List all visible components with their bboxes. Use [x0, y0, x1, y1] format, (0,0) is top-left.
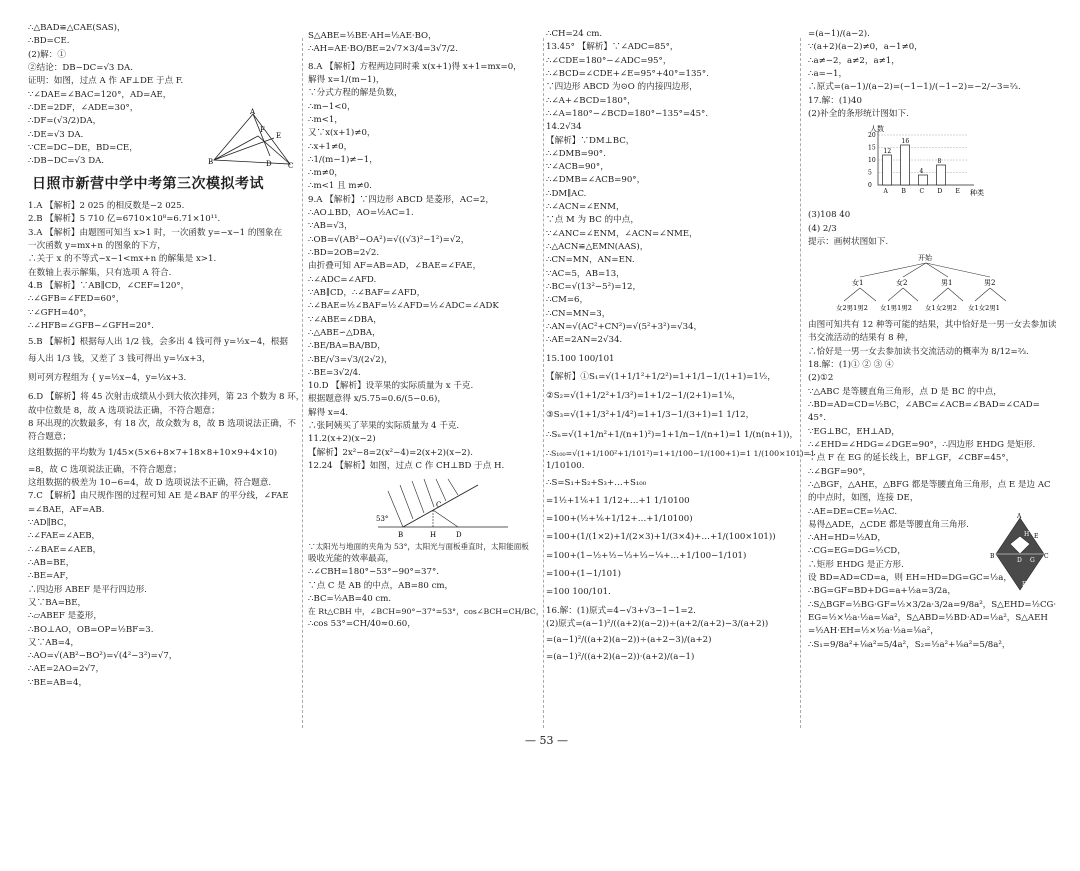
- text-line: S△ABE=½BE·AH=½AE·BO，: [308, 31, 437, 41]
- text-line: ∴关于 x 的不等式−x−1<mx+n 的解集是 x>1.: [28, 254, 217, 265]
- text-line: ∴AE=2AO=2√7，: [28, 664, 105, 675]
- text-line: ∴△BAD≌△CAE(SAS)，: [28, 23, 126, 33]
- text-line: ∴m<1 且 m≠0.: [308, 181, 372, 192]
- text-line: ∴AH=HD=½AD，: [808, 533, 886, 544]
- text-line: ∴矩形 EHDG 是正方形.: [808, 559, 904, 570]
- square-figure: [990, 514, 1050, 594]
- text-line: 2.B 【解析】5 710 亿=6710×10⁸=6.71×10¹¹.: [28, 214, 221, 225]
- chart-bars: [883, 138, 946, 185]
- chart-xtick: B: [901, 188, 906, 196]
- text-line: ∵(a+2)(a−2)≠0，a−1≠0，: [808, 42, 923, 53]
- text-line: =100+(1−½+½−⅓+⅓−¼+…+1/100−1/101): [546, 550, 747, 561]
- text-line: ∵∠ANC=∠ENM，∠ACN=∠NME，: [546, 228, 698, 239]
- text-line: ∵点 M 为 BC 的中点，: [546, 215, 639, 226]
- text-line: ∴BG=GF=BD+DG=a+½a=3/2a，: [808, 586, 956, 597]
- text-line: 又∵AB=4，: [28, 637, 79, 648]
- text-line: ∵∠ACB=90°，: [546, 162, 609, 173]
- text-line: 9.A 【解析】∵四边形 ABCD 是菱形，AC=2，: [308, 194, 494, 205]
- text-line: 8 环出现的次数最多，有 18 次，故众数为 8，故 B 选项说法正确，不: [28, 418, 297, 429]
- text-line: ∵太阳光与地面的夹角为 53°，太阳光与面板垂直时，太阳能面板: [308, 542, 529, 552]
- text-line: =½AH·EH=½×½a·½a=⅛a²，: [808, 626, 939, 637]
- text-line: ∴m<1，: [308, 114, 343, 125]
- text-line: 45°.: [808, 413, 826, 424]
- text-line: ∴BE=3√2/4.: [308, 367, 361, 378]
- text-line: ∴∠BCD=∠CDE+∠E=95°+40°=135°.: [546, 68, 709, 79]
- text-line: ∴CN=MN，AN=EN.: [546, 255, 635, 266]
- fig-label: E: [1034, 533, 1039, 540]
- tree-edge: [844, 288, 860, 301]
- fig-label: C: [436, 501, 442, 510]
- text-line: 易得△ADE，△CDE 都是等腰直角三角形.: [808, 519, 969, 530]
- tree-diagram: [808, 251, 1048, 317]
- text-line: =100+(½+⅙+1/12+…+1/10100): [546, 514, 693, 525]
- figure-segment: [253, 114, 270, 156]
- text-line: ∴CM=6，: [546, 295, 589, 306]
- text-line: ∴m−1<0，: [308, 101, 356, 112]
- text-line: 由图可知共有 12 种等可能的结果，其中恰好是一男一女去参加读: [808, 320, 1057, 331]
- text-line: (2)补全的条形统计图如下.: [808, 108, 909, 119]
- text-line: ∴AN=√(AC²+CN²)=√(5²+3²)=√34，: [546, 321, 703, 332]
- text-line: 在 Rt△CBH 中，∠BCH=90°−37°=53°，cos∠BCH=CH/BC，: [308, 607, 544, 617]
- text-line: =(a−1)²/((a+2)(a−2))·(a+2)/(a−1): [546, 651, 695, 662]
- text-line: ∴BE=AF，: [28, 571, 75, 582]
- chart-y-ticks: [868, 132, 876, 189]
- text-line: ∴∠FAE=∠AEB，: [28, 531, 101, 542]
- fig-label: E: [276, 132, 282, 140]
- text-line: 16.解：(1)原式=4−√3+√3−1−1=2.: [546, 605, 696, 616]
- column-divider: [302, 38, 303, 728]
- text-line: 又∵x(x+1)≠0，: [308, 128, 376, 139]
- text-line: ∵四边形 ABCD 为⊙O 的内接四边形，: [546, 82, 698, 93]
- tree-edge: [990, 288, 1006, 301]
- text-line: ∴∠A=180°−∠BCD=180°−135°=45°.: [546, 108, 709, 119]
- text-line: =1½+1⅙+1 1/12+…+1 1/10100: [546, 495, 690, 506]
- text-line: ∴AB=BE，: [28, 557, 75, 568]
- text-line: 吸收光能的效率最高，: [308, 554, 394, 565]
- text-line: ∵EG⊥BC，EH⊥AD，: [808, 426, 900, 437]
- text-line: ∴DM∥AC.: [546, 188, 587, 199]
- text-line: ∵∠DAE=∠BAC=120°，AD=AE，: [28, 89, 172, 100]
- chart-bar-A: [883, 155, 892, 185]
- tree-edge: [926, 263, 990, 277]
- fig-label: F: [260, 126, 265, 134]
- text-line: 书交流活动的结果有 8 种，: [808, 333, 914, 344]
- text-line: ∵∠ABE=∠DBA，: [308, 314, 382, 325]
- section-title: 日照市新营中学中考第三次模拟考试: [32, 176, 264, 193]
- column-divider: [543, 38, 544, 728]
- text-line: ∴∠BAE=∠AEB，: [28, 544, 102, 555]
- text-line: 17.解：(1)40: [808, 95, 862, 106]
- sun-ray: [424, 479, 434, 507]
- fig-label: D: [1017, 557, 1022, 564]
- fig-label: 53°: [376, 515, 389, 524]
- text-line: ②S₂=√(1+1/2²+1/3²)=1+1/2−1/(2+1)=1⅙，: [546, 391, 741, 402]
- text-line: 12.24 【解析】如图，过点 C 作 CH⊥BD 于点 H.: [308, 461, 505, 471]
- text-line: ∵AC=5，AB=13，: [546, 268, 625, 279]
- text-line: ∴AE=2AN=2√34.: [546, 335, 623, 346]
- tree-node: 男2: [984, 279, 996, 288]
- chart-data-label: 16: [901, 138, 910, 146]
- text-line: ∴S=S₁+S₂+S₃+…+S₁₀₀: [546, 478, 647, 489]
- text-line: ③S₃=√(1+1/3²+1/4²)=1+1/3−1/(3+1)=1 1/12，: [546, 410, 755, 421]
- text-line: =100 100/101.: [546, 587, 611, 598]
- chart-bar-D: [937, 165, 946, 185]
- column-4: [808, 28, 1068, 869]
- text-line: ∴△BGF，△AHE，△BFG 都是等腰直角三角形，点 E 是边 AC: [808, 479, 1051, 490]
- tree-leaves: 女1男1男2: [880, 304, 912, 313]
- fig-label: G: [1030, 557, 1035, 564]
- fig-label: H: [430, 531, 437, 540]
- text-line: ∴∠EHD=∠HDG=∠DGE=90°，∴四边形 EHDG 是矩形.: [808, 439, 1036, 450]
- tree-node: 女2: [896, 279, 908, 288]
- text-line: ∴BE/√3=√3/(2√2)，: [308, 354, 393, 365]
- text-line: ∴a=−1，: [808, 68, 848, 79]
- text-line: ∴∠A+∠BCD=180°，: [546, 95, 636, 106]
- tree-leaves: 女1女2男2: [925, 304, 957, 313]
- text-line: 这组数据的极差为 10−6=4，故 D 选项说法不正确，符合题意.: [28, 478, 272, 489]
- text-line: ∴DE=√3 DA.: [28, 129, 84, 140]
- tree-root: 开始: [918, 254, 932, 263]
- fig-label: F: [1022, 581, 1027, 588]
- text-line: =100+(1−1/101): [546, 569, 621, 580]
- text-line: ∴a≠−2，a≠2，a≠1，: [808, 55, 900, 66]
- text-line: ∴恰好是一男一女去参加读书交流活动的概率为 8/12=⅔.: [808, 346, 1029, 357]
- text-line: 一次函数 y=mx+n 的图象的下方，: [28, 241, 166, 252]
- text-line: 证明：如图，过点 A 作 AF⊥DE 于点 F.: [28, 76, 184, 87]
- chart-ytick: 10: [868, 157, 876, 165]
- text-line: ∴原式=(a−1)/(a−2)=(−1−1)/(−1−2)=−2/−3=⅔.: [808, 82, 1021, 93]
- text-line: ∵△ABC 是等腰直角三角形，点 D 是 BC 的中点，: [808, 386, 1002, 397]
- text-line: =(a−1)²/((a+2)(a−2))÷(a+2−3)/(a+2): [546, 635, 712, 646]
- text-line: ∴AH=AE·BO/BE=2√7×3/4=3√7/2.: [308, 44, 458, 55]
- text-line: ∴∠CDE=180°−∠ADC=95°，: [546, 55, 672, 66]
- text-line: ∴△ACN≌△EMN(AAS)，: [546, 242, 649, 252]
- fig-label: B: [990, 553, 995, 560]
- text-line: 则可列方程组为 { y=½x−4，y=⅓x+3.: [28, 372, 187, 383]
- tree-edge: [903, 288, 918, 301]
- text-line: 6.D 【解析】将 45 次射击成绩从小到大依次排列，第 23 个数为 8 环，: [28, 392, 305, 403]
- text-line: ∴BC=½AB=40 cm.: [308, 594, 392, 605]
- chart-ylabel: 人数: [870, 125, 884, 134]
- text-line: (2)解：①: [28, 49, 66, 60]
- tree-node: 男1: [941, 279, 953, 288]
- tree-edge: [948, 288, 963, 301]
- text-line: ∴▱ABEF 是菱形，: [28, 611, 102, 622]
- text-line: 10.D 【解析】设苹果的实际质量为 x 千克.: [308, 381, 474, 392]
- chart-bar-C: [919, 175, 928, 185]
- tree-edge: [888, 288, 903, 301]
- tree-edge: [903, 263, 926, 277]
- text-line: ∴x+1≠0，: [308, 141, 353, 152]
- chart-ytick: 0: [868, 182, 872, 190]
- tree-edge: [975, 288, 990, 301]
- fig-label: B: [208, 158, 214, 166]
- fig-label: D: [266, 160, 272, 168]
- text-line: ∴CG=EG=DG=½CD，: [808, 546, 906, 557]
- sun-panel-figure: [368, 477, 518, 541]
- fig-label: C: [1044, 553, 1049, 560]
- text-line: ∴BE/BA=BA/BD，: [308, 341, 386, 352]
- text-line: 8.A 【解析】方程两边同时乘 x(x+1)得 x+1=mx=0，: [308, 61, 522, 72]
- text-line: 【解析】2x²−8=2(x²−4)=2(x+2)(x−2).: [308, 447, 473, 458]
- text-line: ∴四边形 ABEF 是平行四边形.: [28, 584, 147, 595]
- text-line: ∴∠ACN=∠ENM，: [546, 202, 625, 213]
- tree-edge: [860, 263, 926, 277]
- text-line: ∴OB=√(AB²−OA²)=√((√3)²−1²)=√2，: [308, 234, 470, 245]
- text-line: ②结论：DB−DC=√3 DA.: [28, 62, 133, 73]
- chart-data-label: 4: [919, 168, 924, 176]
- text-line: =(a−1)/(a−2).: [808, 29, 870, 39]
- text-line: ∴m≠0，: [308, 168, 343, 179]
- sun-ray: [400, 485, 413, 519]
- chart-bar-B: [901, 145, 910, 185]
- text-line: ∴cos 53°=CH/40≈0.60，: [308, 619, 416, 630]
- text-line: 5.B 【解析】根据每人出 1/2 钱，会多出 4 钱可得 y=½x−4，根据: [28, 337, 288, 348]
- tree-edge: [933, 288, 948, 301]
- text-line: ∵AB∥CD，∴∠BAF=∠AFD，: [308, 287, 426, 298]
- column-1: [28, 22, 305, 863]
- fig-label: A: [1017, 513, 1022, 520]
- tree-node: 女1: [852, 279, 864, 288]
- tree-leaves: 女1女2男1: [968, 304, 1000, 313]
- triangle-figure-1: [208, 108, 298, 168]
- text-line: ∴S△BGF=½BG·GF=½×3/2a·3/2a=9/8a²，S△EHD=½CG·: [808, 599, 1057, 610]
- text-line: ∵∠GFH=40°，: [28, 307, 93, 318]
- text-line: ∴DB−DC=√3 DA.: [28, 156, 105, 167]
- text-line: ∴张阿姨买了苹果的实际质量为 4 千克.: [308, 421, 460, 432]
- fig-label: B: [398, 531, 404, 540]
- text-line: EG=½×½a·½a=⅛a²，S△ABD=½BD·AD=½a²，S△AEH: [808, 613, 1048, 623]
- text-line: 根据题意得 x/5.75=0.6/(5−0.6)，: [308, 394, 446, 405]
- text-line: 每人出 1/3 钱，又差了 3 钱可得出 y=⅓x+3，: [28, 353, 211, 364]
- col1-answers: [28, 200, 305, 690]
- text-line: ∴AO=√(AB²−BO²)=√(4²−3²)=√7，: [28, 651, 178, 662]
- chart-xtick: C: [919, 188, 925, 196]
- sun-ray: [436, 479, 446, 501]
- text-line: ∵AD∥BC，: [28, 518, 73, 528]
- text-line: 7.C 【解析】由尺规作图的过程可知 AE 是∠BAF 的平分线，∠FAE: [28, 491, 289, 502]
- bar-chart: [848, 123, 998, 205]
- tree-edge: [860, 288, 876, 301]
- text-line: 由折叠可知 AF=AB=AD，∠BAE=∠FAE，: [308, 261, 482, 272]
- text-line: (2)原式=(a−1)²/((a+2)(a−2))÷(a+2/(a+2)−3/(a+2)): [546, 618, 769, 629]
- text-line: ∴BO⊥AO，OB=OP=½BF=3.: [28, 624, 154, 635]
- text-line: ∴BD=CE.: [28, 36, 70, 47]
- chart-ytick: 5: [868, 169, 872, 177]
- chart-x-ticks: [883, 188, 960, 195]
- fig-label: A: [250, 108, 256, 116]
- text-line: ∴∠HFB=∠GFB−∠GFH=20°.: [28, 320, 154, 331]
- text-line: ∵AB=√3，: [308, 221, 353, 232]
- column-divider: [800, 38, 801, 728]
- text-line: ∴AE=DE=CE=½AC.: [808, 506, 898, 517]
- text-line: ∵BE=AB=4，: [28, 677, 88, 688]
- text-line: (3)108 40: [808, 210, 851, 221]
- text-line: ∴DE=2DF，∠ADE=30°，: [28, 102, 139, 113]
- text-line: ∵CE=DC−DE，BD=CE，: [28, 142, 138, 153]
- chart-xtick: A: [883, 188, 888, 196]
- text-line: 13.45° 【解析】∵∠ADC=85°，: [546, 42, 679, 53]
- text-line: 在数轴上表示解集，只有选项 A 符合.: [28, 267, 172, 278]
- sun-ray: [388, 491, 403, 527]
- chart-xtick: E: [955, 188, 960, 196]
- text-line: ∴∠DMB=90°.: [546, 148, 606, 159]
- text-line: ∴∠GFB=∠FED=60°，: [28, 294, 125, 305]
- text-line: ∴1/(m−1)≠−1，: [308, 154, 378, 165]
- panel-segment: [433, 510, 458, 527]
- text-line: ∴Sₙ=√(1+1/n²+1/(n+1)²)=1+1/n−1/(n+1)=1 1/(n(n+1))，: [546, 429, 799, 440]
- text-line: ∴△ABE∽△DBA，: [308, 327, 381, 338]
- text-line: 【解析】∵DM⊥BC，: [546, 135, 635, 146]
- text-line: 解得 x=4.: [308, 407, 349, 418]
- text-line: ∵分式方程的解是负数，: [308, 88, 403, 99]
- text-line: 设 BD=AD=CD=a，则 EH=HD=DG=GC=½a，: [808, 573, 1012, 584]
- text-line: ∴CH=24 cm.: [546, 29, 603, 39]
- figure-inner-edges: [214, 136, 290, 164]
- sun-ray: [412, 481, 424, 513]
- text-line: ∴DF=(√3/2)DA，: [28, 116, 102, 127]
- chart-xtick: D: [937, 188, 943, 196]
- text-line: ∴∠BAE=½∠BAF=½∠AFD=½∠ADC=∠ADK: [308, 301, 499, 312]
- text-line: 解得 x=1/(m−1)，: [308, 74, 385, 85]
- text-line: ∴∠ADC=∠AFD.: [308, 274, 377, 285]
- text-line: 1/10100.: [546, 461, 585, 472]
- sun-ray: [448, 479, 458, 495]
- text-line: ∵点 F 在 EG 的延长线上，BF⊥GF，∠CBF=45°，: [808, 453, 1015, 464]
- text-line: 14.2√34: [546, 122, 582, 133]
- text-line: ∴∠CBH=180°−53°−90°=37°.: [308, 567, 439, 578]
- text-line: =100+(1/(1×2)+1/(2×3)+1/(3×4)+…+1/(100×101)): [546, 532, 776, 543]
- chart-ytick: 20: [868, 132, 876, 140]
- text-line: ∴BD=2OB=2√2.: [308, 248, 380, 258]
- chart-xlabel: 种类: [970, 189, 984, 198]
- text-line: ∴S₁₀₀=√(1+1/100²+1/101²)=1+1/100−1/(100+1)=1 1/(100×101)=1: [546, 449, 815, 459]
- text-line: =8，故 C 选项说法正确，不符合题意；: [28, 464, 182, 475]
- text-line: ∴∠DMB=∠ACB=90°，: [546, 175, 646, 186]
- text-line: 这组数据的平均数为 1/45×(5×6+8×7+18×8+10×9+4×10): [28, 448, 278, 459]
- text-line: 18.解：(1)① ② ③ ④: [808, 360, 894, 371]
- text-line: =∠BAE，AF=AB.: [28, 504, 105, 515]
- column-3: [546, 28, 815, 869]
- text-line: 11.2(x+2)(x−2): [308, 434, 376, 445]
- text-line: ∴BC=√(13²−5²)=12，: [546, 281, 642, 292]
- text-line: (2)①2: [808, 373, 834, 384]
- text-line: ∴∠BGF=90°，: [808, 466, 871, 477]
- chart-data-label: 8: [937, 158, 942, 166]
- text-line: 的中点时，如图，连接 DE，: [808, 493, 919, 504]
- fig-label: D: [456, 531, 462, 540]
- column-2: [308, 30, 542, 871]
- text-line: ∴S₁=9/8a²+⅛a²=5/4a²，S₂=½a²+⅛a²=5/8a²，: [808, 639, 1011, 650]
- fig-label: H: [1024, 531, 1030, 538]
- text-line: 提示：画树状图如下.: [808, 236, 889, 247]
- text-line: ∴AO⊥BD，AO=½AC=1.: [308, 208, 414, 219]
- text-line: (4) 2/3: [808, 223, 837, 234]
- text-line: 符合题意；: [28, 432, 71, 443]
- fig-label: C: [288, 162, 294, 170]
- text-line: 又∵BA=BE，: [28, 597, 87, 608]
- text-line: 1.A 【解析】2 025 的相反数是−2 025.: [28, 201, 185, 212]
- text-line: 4.B 【解析】∵AB∥CD，∠CEF=120°，: [28, 281, 190, 291]
- text-line: 故中位数是 8，故 A 选项说法正确，不符合题意；: [28, 405, 220, 416]
- chart-ytick: 15: [868, 144, 876, 152]
- tree-leaves: 女2男1男2: [836, 304, 868, 313]
- page-number: — 53 —: [525, 734, 568, 747]
- text-line: ∵点 C 是 AB 的中点，AB=80 cm，: [308, 580, 454, 591]
- chart-data-label: 12: [883, 148, 892, 156]
- text-line: 15.100 100/101: [546, 353, 615, 364]
- text-line: ∴BD=AD=CD=½BC，∠ABC=∠ACB=∠BAD=∠CAD=: [808, 400, 1040, 410]
- text-line: 3.A 【解析】由题图可知当 x>1 时，一次函数 y=−x−1 的图象在: [28, 227, 283, 238]
- text-line: ∴CN=MN=3，: [546, 308, 611, 319]
- text-line: 【解析】①S₁=√(1+1/1²+1/2²)=1+1/1−1/(1+1)=1½，: [546, 371, 776, 382]
